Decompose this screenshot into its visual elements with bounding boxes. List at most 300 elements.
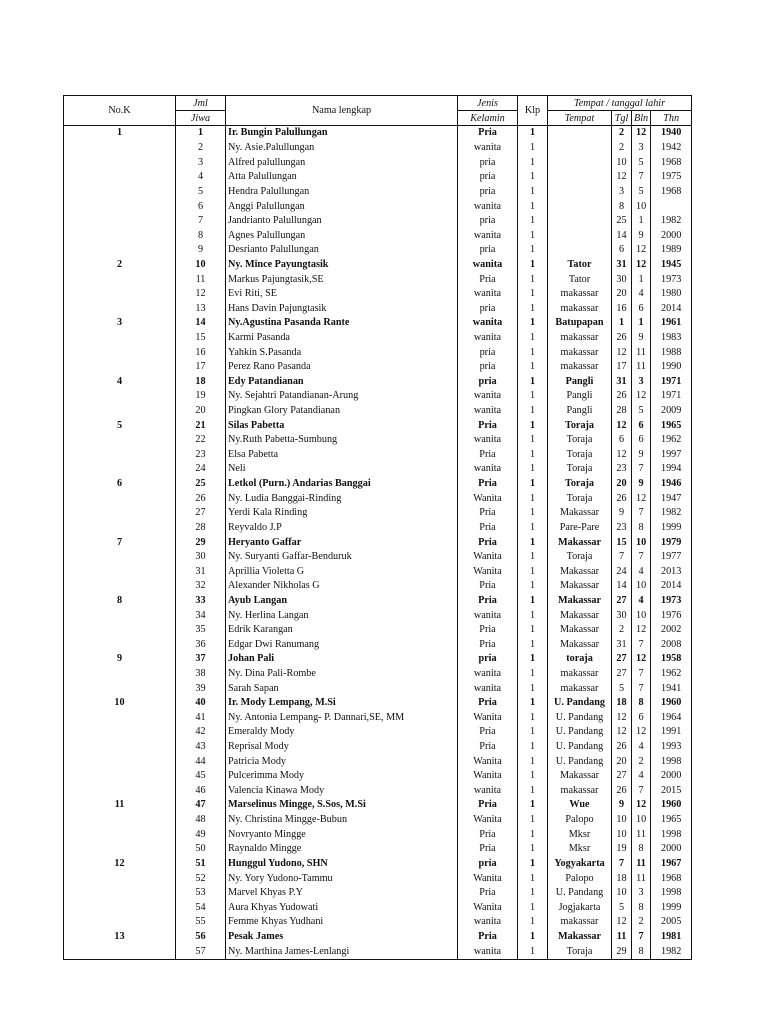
cell-klp: 1 (518, 126, 548, 141)
cell-nama: Novryanto Mingge (226, 827, 458, 842)
cell-klp: 1 (518, 462, 548, 477)
table-row (64, 696, 692, 711)
cell-nama: Edgar Dwi Ranumang (226, 637, 458, 652)
cell-thn: 1982 (651, 944, 692, 959)
table-row (64, 827, 692, 842)
table-row (64, 667, 692, 682)
cell-nok: 13 (64, 930, 176, 945)
cell-nama: Valencia Kinawa Mody (226, 783, 458, 798)
cell-nok (64, 827, 176, 842)
cell-thn: 1990 (651, 360, 692, 375)
cell-tgl: 8 (612, 199, 632, 214)
cell-thn: 2013 (651, 564, 692, 579)
cell-jiwa: 39 (176, 681, 226, 696)
cell-tgl: 26 (612, 740, 632, 755)
cell-nok (64, 871, 176, 886)
cell-nok: 10 (64, 696, 176, 711)
cell-bln: 10 (632, 199, 651, 214)
table-row (64, 652, 692, 667)
cell-jiwa: 23 (176, 447, 226, 462)
cell-nama: Ir. Bungin Palullungan (226, 126, 458, 141)
cell-bln: 1 (632, 272, 651, 287)
cell-thn: 1940 (651, 126, 692, 141)
cell-bln: 10 (632, 579, 651, 594)
cell-jenis-kelamin: wanita (458, 316, 518, 331)
cell-jiwa: 25 (176, 477, 226, 492)
cell-tempat: Yogyakarta (548, 856, 612, 871)
cell-jenis-kelamin: Pria (458, 623, 518, 638)
cell-tgl: 3 (612, 184, 632, 199)
table-row (64, 769, 692, 784)
cell-tgl: 12 (612, 915, 632, 930)
cell-nama: Raynaldo Mingge (226, 842, 458, 857)
cell-jenis-kelamin: Wanita (458, 900, 518, 915)
cell-klp: 1 (518, 550, 548, 565)
cell-tempat: Pangli (548, 404, 612, 419)
cell-nok (64, 301, 176, 316)
table-row (64, 900, 692, 915)
header-jiwa: Jiwa (176, 111, 226, 126)
cell-klp: 1 (518, 506, 548, 521)
table-row (64, 345, 692, 360)
cell-nama: Ny. Yory Yudono-Tammu (226, 871, 458, 886)
table-row (64, 783, 692, 798)
cell-klp: 1 (518, 184, 548, 199)
cell-jenis-kelamin: pria (458, 155, 518, 170)
table-row (64, 535, 692, 550)
cell-tgl: 1 (612, 316, 632, 331)
cell-tgl: 26 (612, 331, 632, 346)
cell-klp: 1 (518, 155, 548, 170)
cell-nama: Ny. Herlina Langan (226, 608, 458, 623)
cell-nama: Hans Davin Pajungtasik (226, 301, 458, 316)
cell-jenis-kelamin: Pria (458, 696, 518, 711)
cell-jiwa: 6 (176, 199, 226, 214)
cell-jiwa: 35 (176, 623, 226, 638)
cell-klp: 1 (518, 491, 548, 506)
cell-thn: 2005 (651, 915, 692, 930)
cell-nama: Aprillia Violetta G (226, 564, 458, 579)
cell-jiwa: 19 (176, 389, 226, 404)
cell-thn: 1982 (651, 214, 692, 229)
cell-nok (64, 769, 176, 784)
cell-jiwa: 7 (176, 214, 226, 229)
cell-thn: 1965 (651, 813, 692, 828)
cell-bln: 4 (632, 564, 651, 579)
cell-klp: 1 (518, 740, 548, 755)
header-bln: Bln (632, 111, 651, 126)
cell-klp: 1 (518, 915, 548, 930)
cell-nok (64, 462, 176, 477)
cell-tempat: Toraja (548, 418, 612, 433)
cell-jiwa: 14 (176, 316, 226, 331)
cell-jenis-kelamin: wanita (458, 199, 518, 214)
header-thn: Thn (651, 111, 692, 126)
cell-bln: 5 (632, 155, 651, 170)
cell-jenis-kelamin: wanita (458, 331, 518, 346)
cell-jenis-kelamin: Wanita (458, 871, 518, 886)
cell-tgl: 5 (612, 900, 632, 915)
cell-tgl: 23 (612, 462, 632, 477)
cell-thn: 1991 (651, 725, 692, 740)
cell-nok (64, 155, 176, 170)
cell-thn: 1971 (651, 374, 692, 389)
cell-thn: 1994 (651, 462, 692, 477)
cell-klp: 1 (518, 886, 548, 901)
cell-klp: 1 (518, 287, 548, 302)
cell-jenis-kelamin: Wanita (458, 564, 518, 579)
table-row (64, 813, 692, 828)
cell-nama: Ir. Mody Lempang, M.Si (226, 696, 458, 711)
table-row (64, 257, 692, 272)
cell-tempat (548, 170, 612, 185)
cell-jenis-kelamin: Pria (458, 930, 518, 945)
table-row (64, 228, 692, 243)
cell-thn: 1998 (651, 754, 692, 769)
cell-nama: Marselinus Mingge, S.Sos, M.Si (226, 798, 458, 813)
cell-klp: 1 (518, 813, 548, 828)
table-row (64, 491, 692, 506)
cell-jenis-kelamin: Pria (458, 725, 518, 740)
cell-jenis-kelamin: Pria (458, 477, 518, 492)
header-klp: Klp (518, 96, 548, 126)
cell-tgl: 9 (612, 798, 632, 813)
cell-nama: Aura Khyas Yudowati (226, 900, 458, 915)
cell-tgl: 6 (612, 243, 632, 258)
cell-nama: Pingkan Glory Patandianan (226, 404, 458, 419)
cell-bln: 8 (632, 696, 651, 711)
cell-jenis-kelamin: pria (458, 345, 518, 360)
cell-jenis-kelamin: Pria (458, 535, 518, 550)
cell-klp: 1 (518, 798, 548, 813)
cell-jenis-kelamin: Pria (458, 594, 518, 609)
cell-nok (64, 564, 176, 579)
cell-nok (64, 141, 176, 156)
cell-tempat: Makassar (548, 608, 612, 623)
cell-thn: 1968 (651, 871, 692, 886)
cell-nama: Desrianto Palullungan (226, 243, 458, 258)
cell-thn: 1968 (651, 155, 692, 170)
cell-tgl: 20 (612, 477, 632, 492)
cell-tgl: 5 (612, 681, 632, 696)
cell-nama: Hendra Palullungan (226, 184, 458, 199)
cell-tgl: 25 (612, 214, 632, 229)
cell-bln: 12 (632, 243, 651, 258)
cell-nok: 8 (64, 594, 176, 609)
cell-tempat: U. Pandang (548, 754, 612, 769)
cell-jiwa: 34 (176, 608, 226, 623)
cell-nok: 4 (64, 374, 176, 389)
cell-tgl: 27 (612, 594, 632, 609)
cell-thn: 1999 (651, 900, 692, 915)
cell-thn: 1941 (651, 681, 692, 696)
cell-thn: 1960 (651, 798, 692, 813)
cell-bln: 12 (632, 798, 651, 813)
cell-bln: 11 (632, 827, 651, 842)
cell-nok: 5 (64, 418, 176, 433)
table-row (64, 418, 692, 433)
cell-klp: 1 (518, 535, 548, 550)
cell-thn: 1962 (651, 667, 692, 682)
cell-klp: 1 (518, 520, 548, 535)
cell-tgl: 31 (612, 374, 632, 389)
cell-jiwa: 8 (176, 228, 226, 243)
cell-nok (64, 681, 176, 696)
cell-jenis-kelamin: Pria (458, 842, 518, 857)
cell-jiwa: 42 (176, 725, 226, 740)
cell-jenis-kelamin: wanita (458, 389, 518, 404)
cell-thn: 2002 (651, 623, 692, 638)
cell-tempat: U. Pandang (548, 696, 612, 711)
cell-jenis-kelamin: Wanita (458, 754, 518, 769)
cell-klp: 1 (518, 141, 548, 156)
cell-tempat: Mksr (548, 842, 612, 857)
cell-nok: 11 (64, 798, 176, 813)
cell-tempat: Makassar (548, 506, 612, 521)
family-register-table (63, 95, 692, 960)
cell-bln: 9 (632, 447, 651, 462)
table-header (64, 96, 692, 126)
cell-nama: Reprisal Mody (226, 740, 458, 755)
cell-klp: 1 (518, 681, 548, 696)
cell-jenis-kelamin: Wanita (458, 769, 518, 784)
header-nama: Nama lengkap (226, 96, 458, 126)
cell-bln: 7 (632, 930, 651, 945)
table-row (64, 623, 692, 638)
cell-klp: 1 (518, 783, 548, 798)
table-row (64, 725, 692, 740)
cell-tempat (548, 155, 612, 170)
cell-nok (64, 550, 176, 565)
table-row (64, 287, 692, 302)
cell-klp: 1 (518, 652, 548, 667)
cell-bln: 9 (632, 477, 651, 492)
cell-jenis-kelamin: Pria (458, 637, 518, 652)
cell-tempat (548, 141, 612, 156)
cell-jiwa: 54 (176, 900, 226, 915)
cell-klp: 1 (518, 199, 548, 214)
cell-thn: 1942 (651, 141, 692, 156)
cell-tgl: 19 (612, 842, 632, 857)
cell-jiwa: 18 (176, 374, 226, 389)
cell-jenis-kelamin: pria (458, 360, 518, 375)
cell-tgl: 12 (612, 725, 632, 740)
cell-thn: 2014 (651, 301, 692, 316)
cell-thn: 1980 (651, 287, 692, 302)
cell-jiwa: 1 (176, 126, 226, 141)
cell-thn: 1968 (651, 184, 692, 199)
cell-tgl: 26 (612, 491, 632, 506)
cell-jenis-kelamin: pria (458, 184, 518, 199)
cell-tempat: U. Pandang (548, 886, 612, 901)
cell-tgl: 27 (612, 667, 632, 682)
cell-nok (64, 886, 176, 901)
cell-jenis-kelamin: pria (458, 652, 518, 667)
table-row (64, 856, 692, 871)
header-tgl: Tgl (612, 111, 632, 126)
table-row (64, 886, 692, 901)
cell-jiwa: 47 (176, 798, 226, 813)
cell-bln: 12 (632, 652, 651, 667)
cell-bln: 11 (632, 871, 651, 886)
cell-jiwa: 22 (176, 433, 226, 448)
cell-tgl: 14 (612, 579, 632, 594)
cell-jiwa: 55 (176, 915, 226, 930)
cell-thn: 1979 (651, 535, 692, 550)
cell-nama: Agnes Palullungan (226, 228, 458, 243)
cell-nama: Evi Riti, SE (226, 287, 458, 302)
cell-tgl: 24 (612, 564, 632, 579)
cell-bln: 5 (632, 404, 651, 419)
cell-tempat: Toraja (548, 447, 612, 462)
cell-nama: Silas Pabetta (226, 418, 458, 433)
cell-tempat: Toraja (548, 462, 612, 477)
cell-nok (64, 725, 176, 740)
cell-klp: 1 (518, 827, 548, 842)
cell-tempat (548, 184, 612, 199)
cell-jiwa: 43 (176, 740, 226, 755)
table-row (64, 681, 692, 696)
cell-klp: 1 (518, 447, 548, 462)
cell-nok: 1 (64, 126, 176, 141)
cell-jenis-kelamin: wanita (458, 944, 518, 959)
cell-nok (64, 813, 176, 828)
cell-bln: 2 (632, 754, 651, 769)
cell-jenis-kelamin: Wanita (458, 813, 518, 828)
cell-jiwa: 5 (176, 184, 226, 199)
cell-jiwa: 56 (176, 930, 226, 945)
cell-nok (64, 710, 176, 725)
cell-thn: 2000 (651, 769, 692, 784)
cell-tempat: Pangli (548, 374, 612, 389)
cell-jiwa: 33 (176, 594, 226, 609)
cell-nok (64, 900, 176, 915)
table-row (64, 579, 692, 594)
cell-tgl: 27 (612, 652, 632, 667)
cell-bln: 7 (632, 506, 651, 521)
cell-bln: 11 (632, 345, 651, 360)
header-jenis: Jenis (458, 96, 518, 111)
cell-nama: Ny. Mince Payungtasik (226, 257, 458, 272)
table-row (64, 871, 692, 886)
cell-bln: 2 (632, 915, 651, 930)
cell-tempat: Pare-Pare (548, 520, 612, 535)
cell-jiwa: 45 (176, 769, 226, 784)
cell-klp: 1 (518, 623, 548, 638)
cell-jenis-kelamin: wanita (458, 433, 518, 448)
cell-nok: 12 (64, 856, 176, 871)
cell-klp: 1 (518, 725, 548, 740)
cell-jiwa: 37 (176, 652, 226, 667)
cell-tempat: Toraja (548, 491, 612, 506)
cell-jiwa: 17 (176, 360, 226, 375)
cell-bln: 8 (632, 900, 651, 915)
cell-thn: 2000 (651, 228, 692, 243)
cell-thn: 2000 (651, 842, 692, 857)
cell-tempat: makassar (548, 345, 612, 360)
table-row (64, 155, 692, 170)
cell-klp: 1 (518, 842, 548, 857)
cell-klp: 1 (518, 272, 548, 287)
cell-thn: 1993 (651, 740, 692, 755)
cell-nok: 3 (64, 316, 176, 331)
cell-nama: Ny. Antonia Lempang- P. Dannari,SE, MM (226, 710, 458, 725)
cell-nama: Edy Patandianan (226, 374, 458, 389)
cell-jiwa: 21 (176, 418, 226, 433)
cell-nama: Pulcerimma Mody (226, 769, 458, 784)
cell-tempat: Toraja (548, 477, 612, 492)
cell-tgl: 18 (612, 871, 632, 886)
cell-jenis-kelamin: Pria (458, 126, 518, 141)
cell-jiwa: 36 (176, 637, 226, 652)
cell-jenis-kelamin: wanita (458, 228, 518, 243)
cell-thn: 1999 (651, 520, 692, 535)
cell-nok (64, 214, 176, 229)
cell-tgl: 20 (612, 754, 632, 769)
cell-klp: 1 (518, 856, 548, 871)
cell-jenis-kelamin: Pria (458, 827, 518, 842)
cell-jiwa: 41 (176, 710, 226, 725)
cell-thn: 1967 (651, 856, 692, 871)
cell-thn: 2014 (651, 579, 692, 594)
cell-tgl: 9 (612, 506, 632, 521)
table-row (64, 316, 692, 331)
cell-tempat: makassar (548, 681, 612, 696)
cell-bln: 4 (632, 740, 651, 755)
cell-jiwa: 28 (176, 520, 226, 535)
table-row (64, 184, 692, 199)
cell-tempat: U. Pandang (548, 710, 612, 725)
cell-jenis-kelamin: pria (458, 243, 518, 258)
cell-nok: 6 (64, 477, 176, 492)
cell-bln: 8 (632, 842, 651, 857)
cell-nama: Ny.Agustina Pasanda Rante (226, 316, 458, 331)
cell-jiwa: 20 (176, 404, 226, 419)
cell-bln: 4 (632, 287, 651, 302)
cell-tempat: makassar (548, 287, 612, 302)
table-row (64, 243, 692, 258)
cell-thn: 1988 (651, 345, 692, 360)
cell-nok (64, 345, 176, 360)
cell-klp: 1 (518, 331, 548, 346)
cell-nok (64, 243, 176, 258)
cell-nok (64, 331, 176, 346)
cell-nok (64, 199, 176, 214)
cell-tgl: 2 (612, 141, 632, 156)
cell-bln: 6 (632, 418, 651, 433)
cell-jenis-kelamin: Pria (458, 798, 518, 813)
cell-klp: 1 (518, 433, 548, 448)
cell-klp: 1 (518, 930, 548, 945)
cell-thn: 2015 (651, 783, 692, 798)
cell-klp: 1 (518, 316, 548, 331)
cell-jiwa: 31 (176, 564, 226, 579)
cell-nok (64, 754, 176, 769)
cell-nok (64, 608, 176, 623)
cell-thn: 1981 (651, 930, 692, 945)
cell-thn: 1989 (651, 243, 692, 258)
cell-nama: Perez Rano Pasanda (226, 360, 458, 375)
cell-tgl: 7 (612, 550, 632, 565)
cell-bln: 11 (632, 856, 651, 871)
cell-klp: 1 (518, 477, 548, 492)
cell-jiwa: 15 (176, 331, 226, 346)
cell-tgl: 26 (612, 389, 632, 404)
cell-tempat: toraja (548, 652, 612, 667)
cell-klp: 1 (518, 360, 548, 375)
cell-nok (64, 783, 176, 798)
cell-klp: 1 (518, 594, 548, 609)
